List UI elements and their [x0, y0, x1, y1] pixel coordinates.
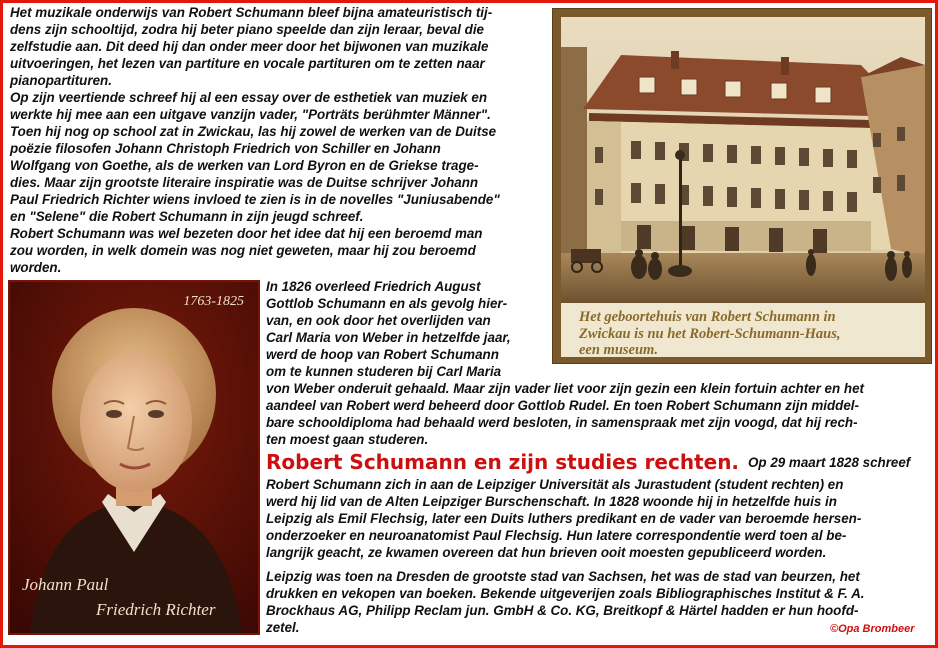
text-line: werd de hoop van Robert Schumann [266, 347, 499, 362]
text-line: Gottlob Schumann en als gevolg hier- [266, 296, 508, 311]
text-line: een museum. [579, 342, 658, 358]
house-caption [579, 309, 919, 359]
text-line: pianopartituren. [10, 73, 112, 88]
portrait-name-line2: Friedrich Richter [96, 600, 216, 619]
text-line: van, en ook door het overlijden van [266, 313, 491, 328]
text-line: en "Selene" die Robert Schumann in zijn jeugd schreef. [10, 209, 364, 224]
text-line: ten moest gaan studeren. [266, 432, 429, 447]
text-line: Toen hij nog op school zat in Zwickau, las hij zowel de werken van de Duitse [10, 124, 497, 139]
text-line: von Weber onderuit gehaald. Maar zijn vader liet voor zijn gezin een klein fortuin achter en het [266, 381, 864, 396]
text-line: aandeel van Robert werd beheerd door Gottlob Rudel. En toen Robert Schumann zijn middel- [266, 398, 859, 413]
portrait-name-line1: Johann Paul [22, 575, 109, 594]
text-line: Wolfgang von Goethe, als de werken van Lord Byron en de Griekse trage- [10, 158, 479, 173]
text-line: langrijk geacht, ze kwamen overeen dat hun brieven ooit moesten gepubliceerd worden. [266, 545, 827, 560]
text-line: Robert Schumann was wel bezeten door het idee dat hij een beroemd man [10, 226, 483, 241]
text-line: onderzoeker en neuroanatomist Paul Flechsig. Hun latere correspondentie werd toen al be- [266, 528, 847, 543]
inheritance-paragraph-top [266, 278, 511, 380]
birth-house-image [561, 17, 925, 303]
text-line: worden. [10, 260, 62, 275]
text-line: zou worden, in welk domein was nog niet geweten, maar hij zou beroemd [10, 243, 476, 258]
text-line: Het muzikale onderwijs van Robert Schumann bleef bijna amateuristisch tij- [10, 5, 493, 20]
text-line: werd hij lid van de Alten Leipziger Burschenschaft. In 1828 woonde hij in hetzelfde huis in [266, 494, 837, 509]
text-line: In 1826 overleed Friedrich August [266, 279, 481, 294]
richter-portrait [8, 280, 260, 635]
text-line: Carl Maria von Weber in hetzelfde jaar, [266, 330, 511, 345]
text-line: Leipzig was toen na Dresden de grootste stad van Sachsen, het was de stad van beurzen, het [266, 569, 860, 584]
text-line: drukken en vekopen van boeken. Bekende uitgeverijen zoals Bibliographisches Institut & F. A. [266, 586, 865, 601]
text-line: Op zijn veertiende schreef hij al een essay over de esthetiek van muziek en [10, 90, 488, 105]
text-line: Robert Schumann zich in aan de Leipziger Universität als Jurastudent (student rechten) en [266, 477, 844, 492]
leipzig-paragraph [266, 568, 865, 636]
text-line: Brockhaus AG, Philipp Reclam jun. GmbH & Co. KG, Breitkopf & Härtel hadden er hun hoofd- [266, 603, 859, 618]
text-line: poëzie filosofen Johann Christoph Friedrich von Schiller en Johann [10, 141, 441, 156]
text-line: werkte hij mee aan een uitgave vanzijn vader, "Porträts berühmter Männer". [10, 107, 491, 122]
copyright: ©Opa Brombeer [830, 623, 915, 635]
text-line: zetel. [266, 620, 300, 635]
section-heading: Robert Schumann en zijn studies rechten. [266, 450, 740, 474]
text-line: dens zijn schooltijd, zodra hij beter piano speelde dan zijn leraar, beval die [10, 22, 484, 37]
inheritance-paragraph-bottom [266, 380, 864, 448]
intro-paragraph [10, 4, 500, 276]
text-line: dies. Maar zijn grootste literaire inspiratie was de Duitse schrijver Johann [10, 175, 479, 190]
portrait-years: 1763-1825 [183, 294, 244, 309]
text-line: zelfstudie aan. Dit deed hij dan onder meer door het bijwonen van muzikale [10, 39, 489, 54]
heading-continuation: Op 29 maart 1828 schreef [748, 455, 911, 470]
text-line: Paul Friedrich Richter wiens invloed te zien is in de novelles "Juniusabende" [10, 192, 500, 207]
text-line: Leipzig als Emil Flechsig, later een Duits luthers predikant en de vader van beroemde hersen- [266, 511, 862, 526]
text-line: uitvoeringen, het lezen van partiture en vocale partituren om te zetten naar [10, 56, 485, 71]
text-line: bare schooldiploma had behaald werd besloten, in samenspraak met zijn voogd, dat hij rech- [266, 415, 858, 430]
birth-house-picture [552, 8, 932, 364]
text-line: om te kunnen studeren bij Carl Maria [266, 364, 502, 379]
university-paragraph [266, 476, 861, 561]
text-line: Zwickau is nu het Robert-Schumann-Haus, [579, 325, 841, 342]
text-line: Het geboortehuis van Robert Schumann in [579, 309, 836, 325]
